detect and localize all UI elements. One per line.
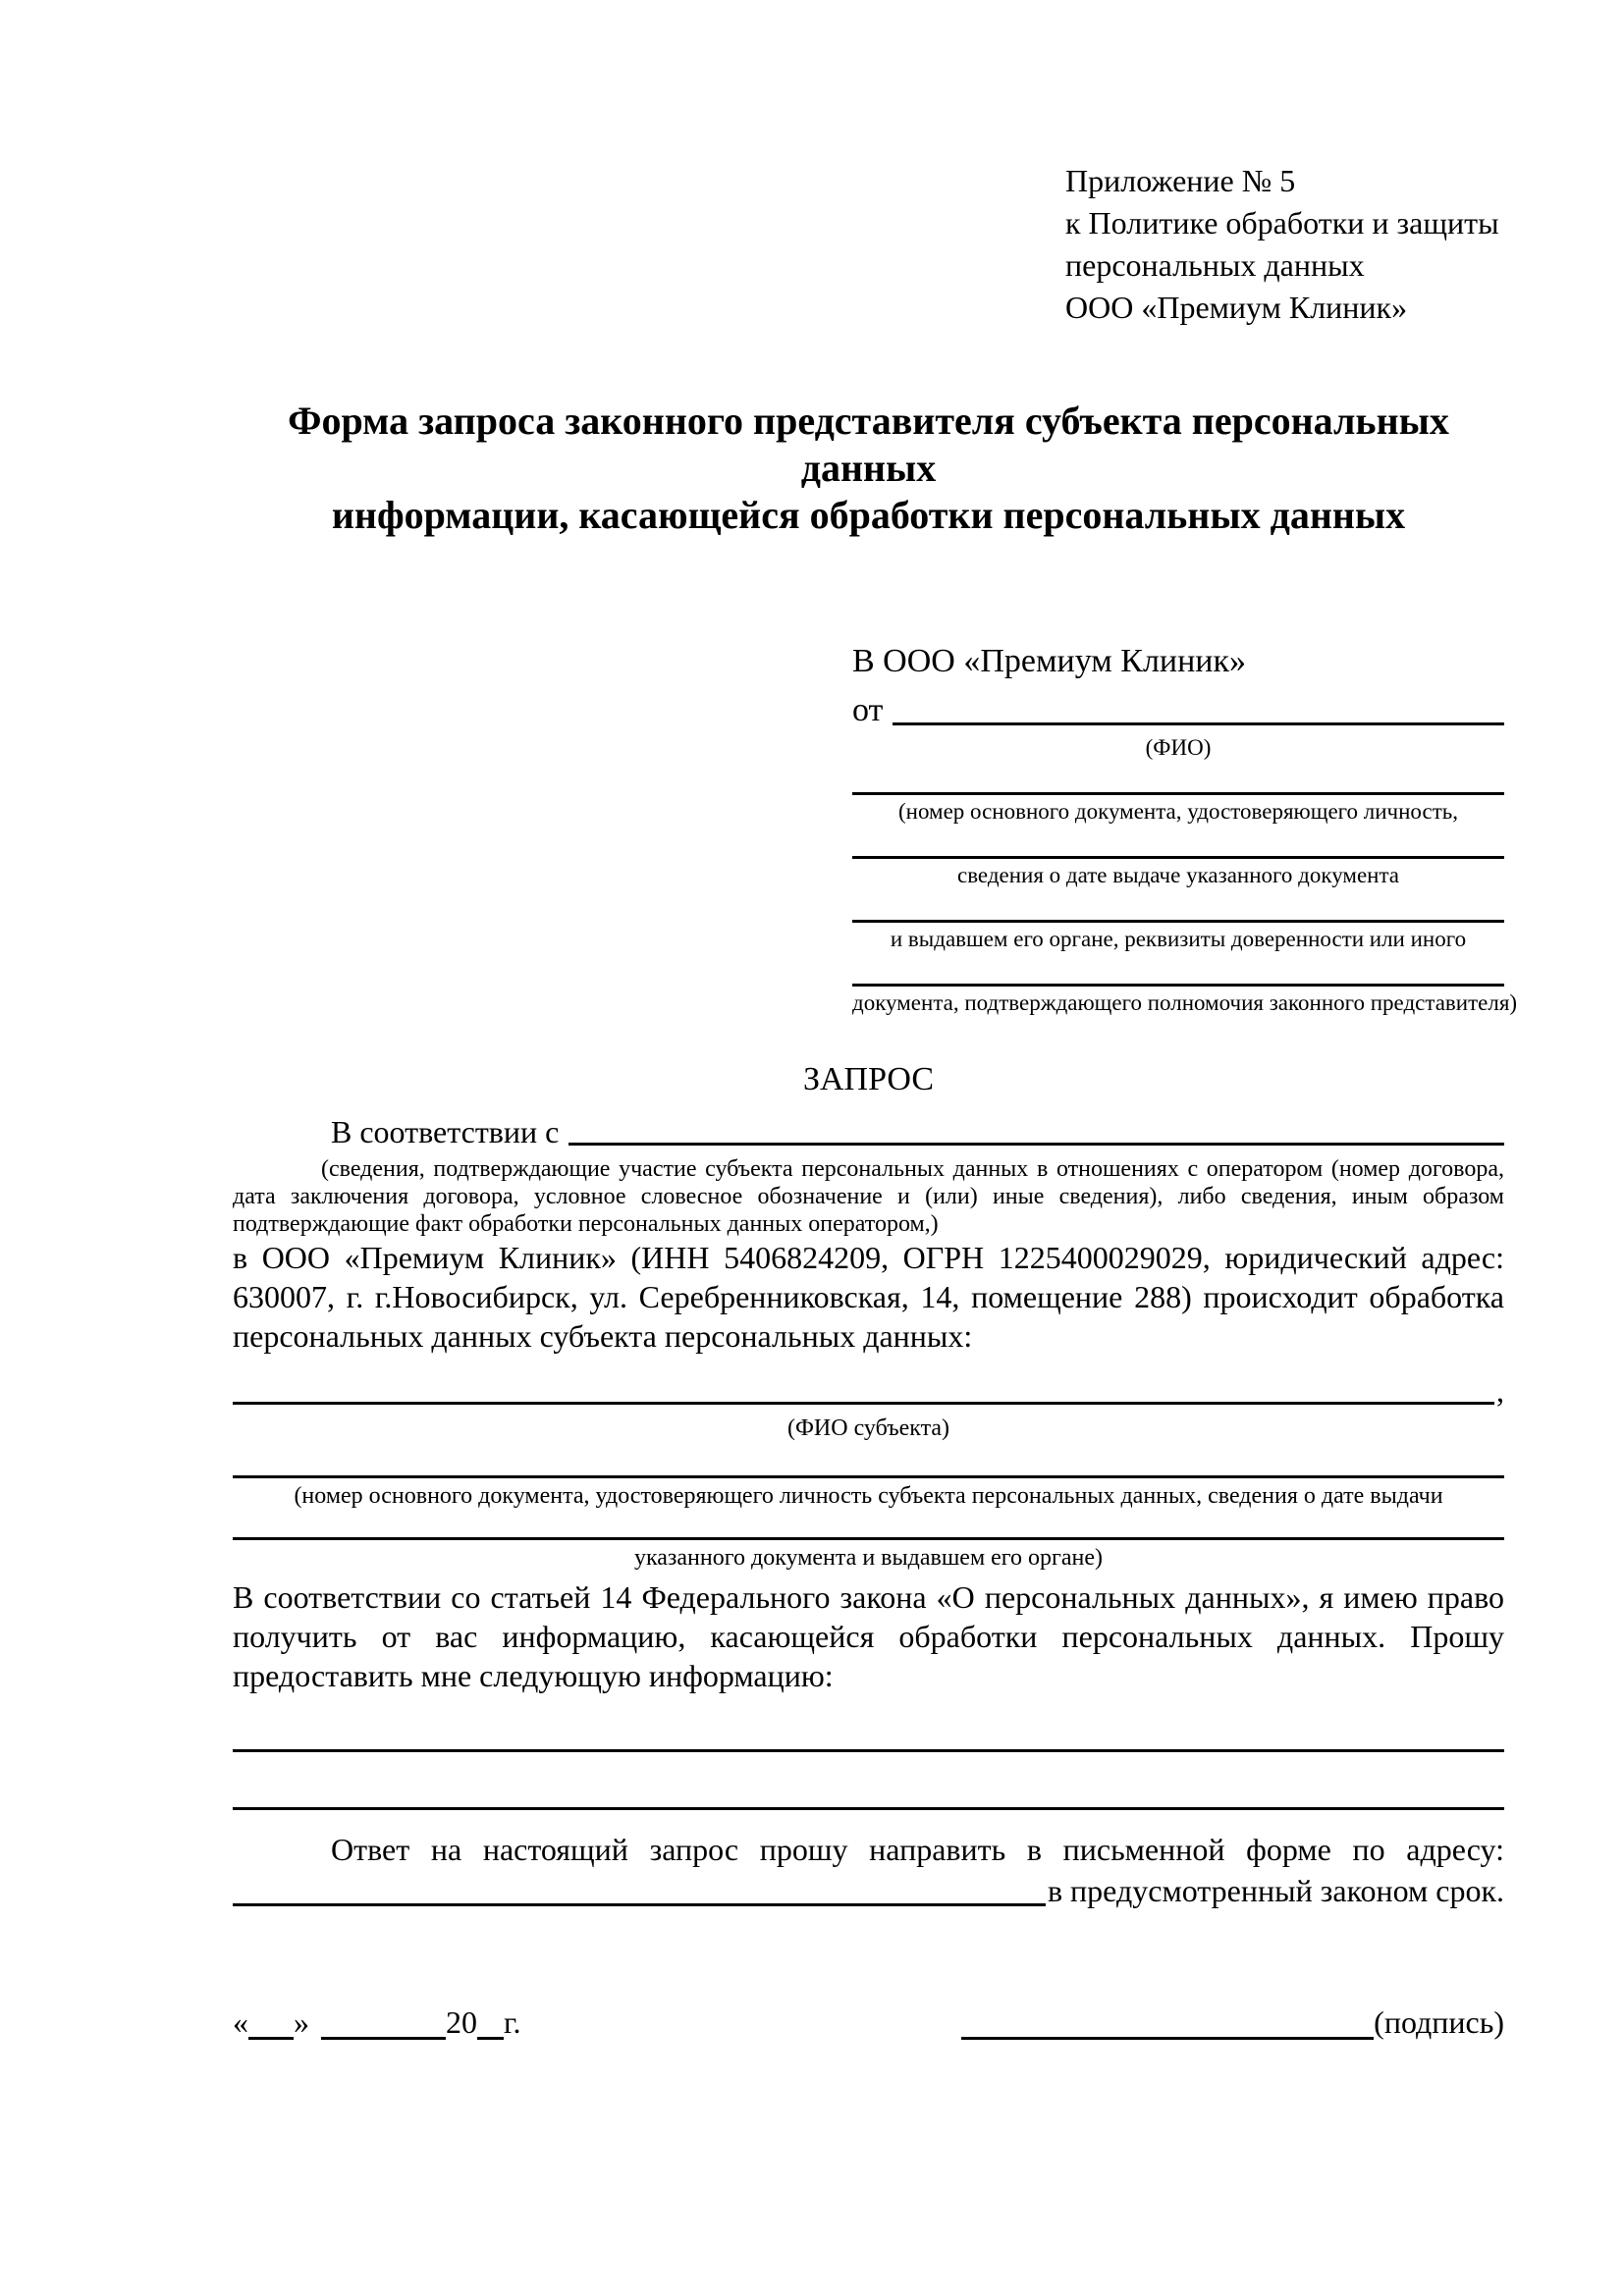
intro-footnote: (сведения, подтверждающие участие субъекта персональных данных в отношениях с оператором (номер договора, дата заключения договора, условное словесное обозначение и (или) иные сведения), либо сведения, иным образом подтверждающие факт обработки персональных данных оператором,) [233,1156,1504,1237]
footer-row [233,2002,1504,2042]
answer-address-blank-line [233,1903,1046,1906]
appendix-line-4: ООО «Премиум Клиник» [1065,290,1408,325]
addressee-block [852,641,1518,1016]
law-paragraph: В соответствии со статьей 14 Федерального закона «О персональных данных», я имею право получить от вас информацию, касающейся обработки персональных данных. Прошу предоставить мне следующую информацию: [233,1579,1504,1693]
date-year-blank [477,2037,504,2040]
answer-paragraph-line-2 [233,1869,1504,1912]
fio-blank-line [893,722,1504,725]
appendix-line-2: к Политике обработки и защиты [1065,205,1499,240]
date-close-quote: » [294,2004,309,2040]
caption-subject-doc-2: указанного документа и выдавшем его органе) [633,1545,1104,1571]
caption-doc-1: (номер основного документа, удостоверяющего личность, [897,799,1458,824]
signature-group [961,2002,1504,2042]
date-year-suffix: г. [504,2004,521,2040]
date-open-quote: « [233,2004,248,2040]
info-blank-line-2 [233,1807,1504,1810]
date-day-blank [248,2037,294,2040]
intro-blank-line [568,1143,1504,1146]
intro-row [233,1112,1504,1151]
appendix-block [1065,160,1504,329]
answer-suffix: в предусмотренный законом срок. [1047,1873,1504,1908]
date-year-prefix: 20 [446,2004,477,2040]
date-month-blank [321,2037,446,2040]
doc-blank-line-1 [852,792,1504,795]
subject-doc-blank-line-2 [233,1537,1504,1540]
appendix-line-3: персональных данных [1065,247,1365,283]
info-blank-line-1 [233,1749,1504,1752]
date-group [233,2002,521,2042]
subject-fio-blank-line [233,1402,1494,1405]
answer-paragraph-line-1: Ответ на настоящий запрос прошу направить в письменной форме по адресу: [331,1832,1504,1867]
addressee-to: В ООО «Премиум Клиник» [852,643,1247,679]
request-heading: ЗАПРОС [802,1061,935,1097]
caption-fio: (ФИО) [1145,735,1212,760]
caption-doc-3: и выдавшем его органе, реквизиты доверенности или иного [890,927,1467,951]
caption-subject-fio: (ФИО субъекта) [786,1415,950,1441]
from-label: от [852,692,884,728]
subject-fio-row [233,1371,1504,1411]
appendix-line-1: Приложение № 5 [1065,163,1296,198]
subject-doc-blank-line-1 [233,1475,1504,1478]
document-title-line-1: Форма запроса законного представителя субъекта персональных данных [288,399,1449,490]
caption-doc-4: документа, подтверждающего полномочия законного представителя) [852,990,1518,1015]
caption-subject-doc-1: (номер основного документа, удостоверяющего личность субъекта персональных данных, сведения о дате выдачи [294,1483,1443,1509]
trailing-comma: , [1496,1373,1504,1409]
doc-blank-line-2 [852,856,1504,859]
caption-doc-2: сведения о дате выдаче указанного документа [956,863,1400,887]
signature-blank-line [961,2037,1374,2040]
intro-prefix: В соответствии с [331,1114,560,1149]
operator-paragraph: в ООО «Премиум Клиник» (ИНН 5406824209, ОГРН 1225400029029, юридический адрес: 630007, г. г.Новосибирск, ул. Серебренниковская, 14, помещение 288) происходит обработка персональных данных субъекта персональных данных: [233,1240,1504,1354]
doc-blank-line-4 [852,984,1504,987]
doc-blank-line-3 [852,920,1504,923]
from-row [852,690,1504,731]
document-title [233,398,1504,539]
document-title-line-2: информации, касающейся обработки персональных данных [331,493,1406,537]
signature-caption: (подпись) [1374,2004,1504,2040]
